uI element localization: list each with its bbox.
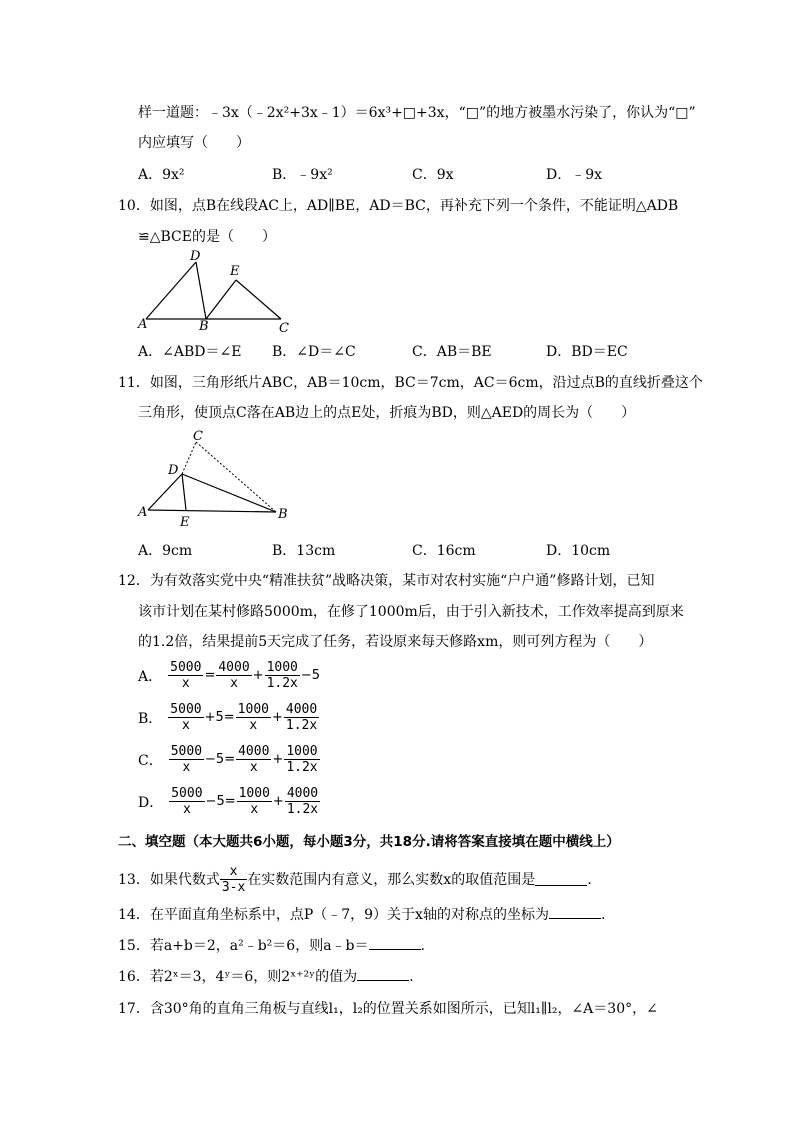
q10-figure [136,246,296,336]
q9-option-c: C．9x [412,167,454,183]
q9-option-a: A．9x² [138,167,185,183]
q12-option-c: C． $\frac{5000}{x}$ −5= $\frac{4000}{x}$ + $\frac{1000}{1.2x}$ [138,744,318,775]
q10-option-c: C．AB＝BE [412,344,492,360]
q10-label-c: C [279,321,289,336]
q12-option-d: D． $\frac{5000}{x}$ −5= $\frac{1000}{x}$ + $\frac{4000}{1.2x}$ [138,786,319,817]
q10-option-d: D．BD＝EC [546,344,628,360]
q15-answer-blank[interactable] [369,937,421,950]
q12-line2: 该市计划在某村修路5000m，在修了1000m后，由于引入新技术，工作效率提高到原来 [138,604,684,620]
q11-line2: 三角形，使顶点C落在AB边上的点E处，折痕为BD，则△AED的周长为（ ） [138,405,636,421]
q16: 16．若2ˣ＝3，4ʸ＝6，则2ˣ⁺²ʸ的值为 . [118,969,414,985]
q11-label-a: A [138,505,148,520]
q17-line1: 17．含30°角的直角三角板与直线l₁，l₂的位置关系如图所示，已知l₁∥l₂，∠A＝30°，∠ [118,1001,658,1017]
q12-option-b: B． $\frac{5000}{x}$ +5= $\frac{1000}{x}$ + $\frac{4000}{1.2x}$ [138,702,318,733]
q13: 13．如果代数式 $\frac{x}{3-x}$ 在实数范围内有意义，那么实数x的取值范围是 . [118,864,592,895]
q13-fraction: $\frac{x}{3-x}$ [221,864,246,895]
section-2-heading: 二、填空题（本大题共6小题，每小题3分，共18分.请将答案直接填在题中横线上） [118,834,620,850]
q11-option-a: A．9cm [138,543,193,559]
q13-answer-blank[interactable] [535,873,587,886]
q12-line3: 的1.2倍，结果提前5天完成了任务，若设原来每天修路xm，则可列方程为（ ） [138,634,653,650]
q10-label-e: E [230,264,240,279]
q11-option-c: C．16cm [412,543,476,559]
q11-figure [136,430,296,528]
q12-option-a: A． $\frac{5000}{x}$ = $\frac{4000}{x}$ + $\frac{1000}{1.2x}$ −5 [138,660,321,691]
q9-line2: 内应填写（ ） [138,135,250,151]
q9-option-d: D．﹣9x [546,167,603,183]
q9-line1: 样一道题：﹣3x（﹣2x²+3x﹣1）＝6x³+□+3x，“□”的地方被墨水污染了，你认为“□” [138,105,696,121]
q10-line2: ≌△BCE的是（ ） [138,229,276,245]
q15: 15．若a+b＝2，a²﹣b²＝6，则a﹣b＝ . [118,938,425,954]
q9-option-b: B．﹣9x² [272,167,333,183]
q11-label-b: B [278,507,288,522]
q11-label-e: E [180,515,190,528]
q16-answer-blank[interactable] [357,968,409,981]
q11-label-c: C [193,430,203,444]
q11-option-b: B．13cm [272,543,336,559]
q12-line1: 12．为有效落实党中央“精准扶贫”战略决策，某市对农村实施“户户通”修路计划，已知 [118,573,655,589]
q11-line1: 11．如图，三角形纸片ABC，AB＝10cm，BC＝7cm，AC＝6cm，沿过点B的直线折叠这个 [118,375,703,391]
q11-option-d: D．10cm [546,543,611,559]
q10-label-d: D [190,249,201,264]
q14-answer-blank[interactable] [549,906,601,919]
q10-label-a: A [138,317,148,332]
q14: 14．在平面直角坐标系中，点P（﹣7，9）关于x轴的对称点的坐标为 . [118,907,606,923]
q11-label-d: D [168,463,179,478]
q10-option-a: A．∠ABD＝∠E [138,344,242,360]
q10-label-b: B [199,319,209,334]
q10-option-b: B．∠D＝∠C [272,344,356,360]
q10-line1: 10．如图，点B在线段AC上，AD∥BE，AD＝BC，再补充下列一个条件，不能证明△ADB [118,198,679,214]
